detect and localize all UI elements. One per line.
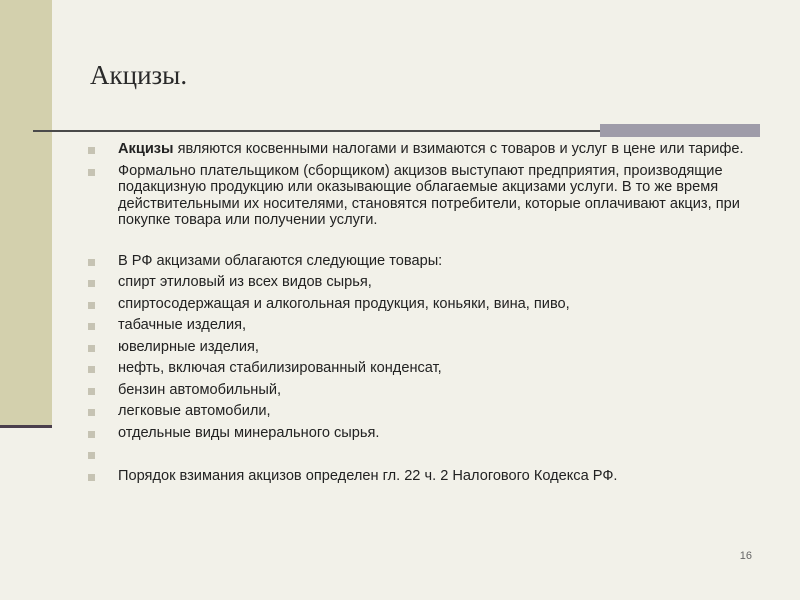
bullet-text: отдельные виды минерального сырья. [118,424,380,441]
bullet-text: легковые автомобили, [118,403,271,419]
bullet-text: Формально плательщиком (сборщиком) акцизов выступают предприятия, производящие подакцизную продукцию или оказывающие облагаемые акцизами услуги. В то же время действительными их носителями, становятся потребители, которые оплачивают акциз, при покупке товара или получении услуги. [118,162,740,228]
bullet-square-icon [88,259,95,266]
bullet-square-icon [88,147,95,154]
bullet-item [88,141,748,158]
bullet-square-icon [88,431,95,438]
bullet-square-icon [88,366,95,373]
bullet-item [88,382,748,399]
bullet-text: спирт этиловый из всех видов сырья, [118,274,372,290]
bullet-item [88,425,748,442]
title-divider [33,130,600,132]
bullet-item [88,468,748,485]
bullet-square-icon [88,474,95,481]
bullet-item [88,317,748,334]
bullet-square-icon [88,169,95,176]
bullet-item [88,339,748,356]
bullet-bold-term: Акцизы [118,141,174,157]
bullet-item-empty [88,446,748,463]
bullet-text: ювелирные изделия, [118,338,259,355]
bullet-item [88,296,748,313]
page-number: 16 [739,550,752,562]
left-accent-line [0,425,52,428]
bullet-square-icon [88,345,95,352]
bullet-square-icon [88,409,95,416]
bullet-text: Порядок взимания акцизов определен гл. 22 ч. 2 Налогового Кодекса РФ. [118,467,618,484]
slide-content [88,141,748,489]
bullet-text: спиртосодержащая и алкогольная продукция, коньяки, вина, пиво, [118,295,570,312]
bullet-square-icon [88,388,95,395]
bullet-item [88,253,748,270]
bullet-square-icon [88,302,95,309]
bullet-square-icon [88,280,95,287]
bullet-text: В РФ акцизами облагаются следующие товары: [118,252,443,269]
bullet-item [88,360,748,377]
slide-title: Акцизы. [90,60,188,90]
bullet-text: бензин автомобильный, [118,381,282,398]
bullet-square-icon [88,452,95,459]
bullet-text: табачные изделия, [118,317,247,333]
divider-accent-box [600,124,760,137]
bullet-item [88,403,748,420]
bullet-item [88,163,748,229]
bullet-square-icon [88,323,95,330]
left-accent-bar [0,0,52,425]
bullet-item [88,274,748,291]
bullet-text: являются косвенными налогами и взимаются с товаров и услуг в цене или тарифе. [173,141,744,157]
bullet-text: нефть, включая стабилизированный конденсат, [118,360,442,376]
